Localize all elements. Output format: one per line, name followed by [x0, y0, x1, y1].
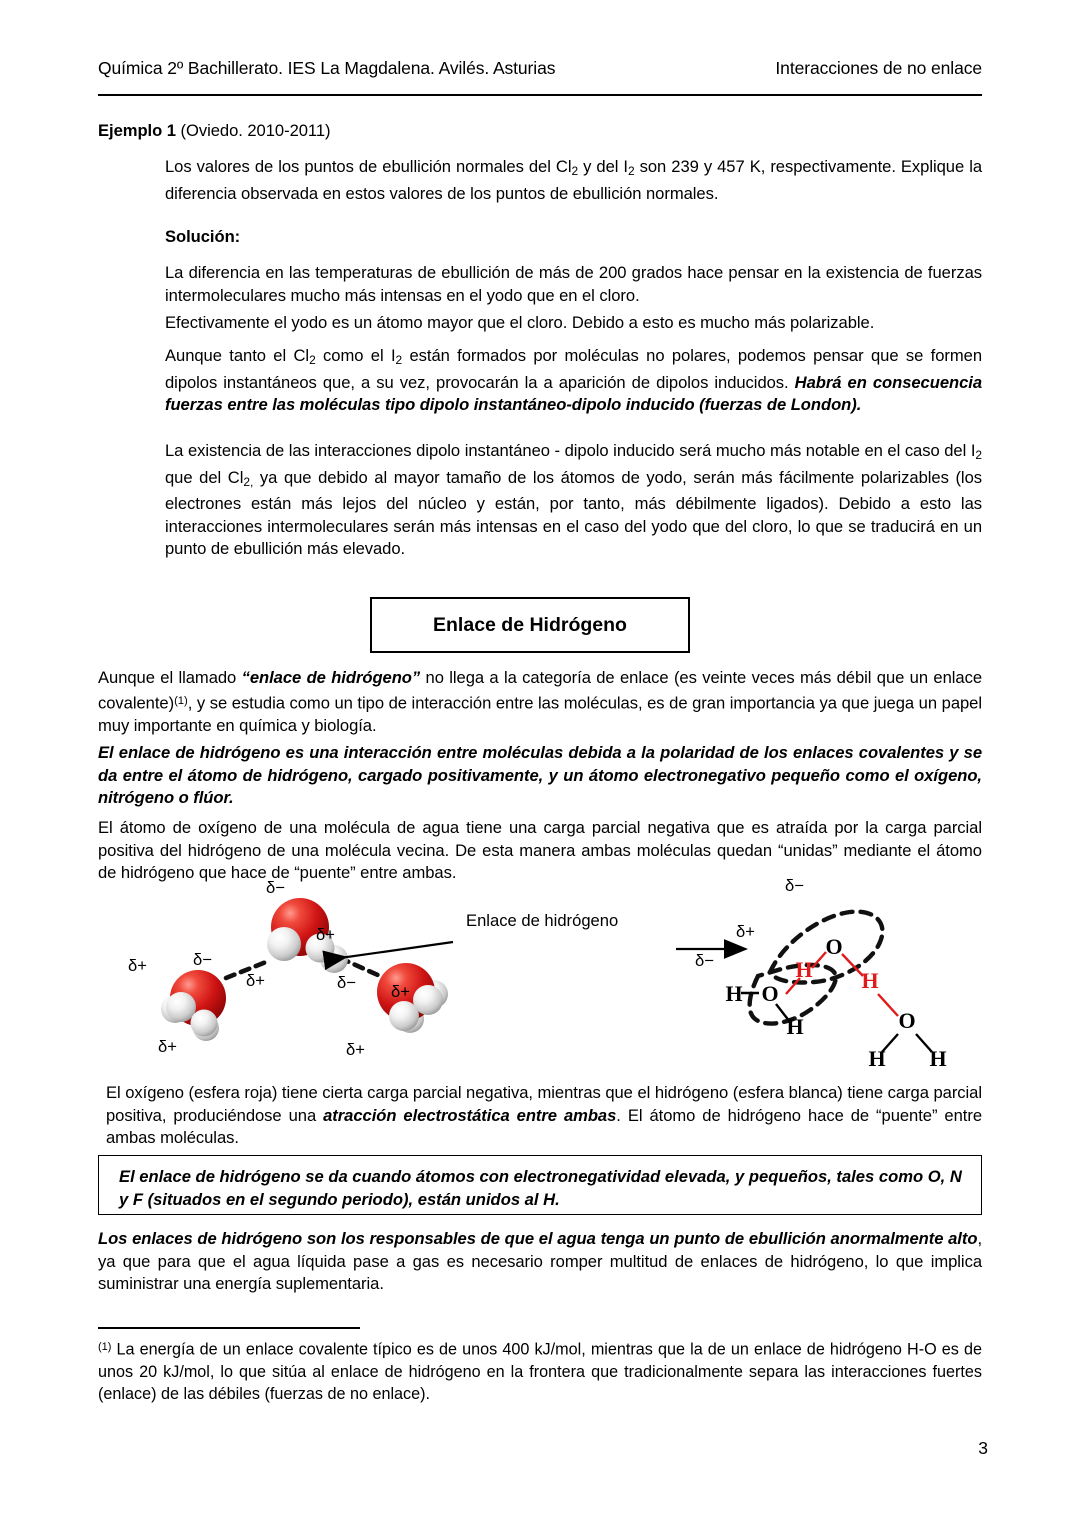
- water-molecule-right: [377, 963, 448, 1033]
- atom-h-left: H: [725, 981, 743, 1006]
- caption-part-2: . El átomo de hidrógeno hace de “puente” entre ambas moléculas.: [106, 1105, 982, 1148]
- charge-label-delta-minus: δ−: [695, 951, 714, 970]
- hydrogen-bond-callout-label: Enlace de hidrógeno: [466, 911, 619, 930]
- section-title-box: [370, 597, 690, 653]
- footnote-divider: [98, 1327, 360, 1329]
- statement-part-3: son 239 y 457 K, respectivamente. Explique la diferencia observada en estos valores de los puntos de ebullición normales.: [165, 157, 983, 203]
- charge-label-delta-minus: δ−: [337, 973, 356, 992]
- intro-part-2: no llega a la categoría de enlace (es veinte veces más débil que un enlace covalente): [98, 668, 983, 713]
- charge-label-delta-plus: δ+: [158, 1037, 177, 1056]
- example-label: Ejemplo 1: [98, 121, 176, 140]
- page-header: [98, 58, 982, 79]
- red-bond-lower: [878, 994, 898, 1016]
- final-emphasis: Los enlaces de hidrógeno son los responsables de que el agua tenga un punto de ebullición anormalmente alto: [98, 1229, 978, 1248]
- intro-part-1: Aunque el llamado: [98, 668, 242, 687]
- subscript-cl2: 2: [571, 163, 579, 178]
- intro-emphasis: “enlace de hidrógeno”: [241, 668, 421, 687]
- subscript-i2: 2: [628, 163, 635, 178]
- p4-part-1: La existencia de las interacciones dipolo instantáneo - dipolo inducido será mucho más notable en el caso del I: [165, 441, 976, 460]
- p3-part-1: Aunque tanto el Cl: [165, 346, 310, 365]
- water-molecule-left: [161, 970, 226, 1041]
- charge-label-delta-plus: δ+: [736, 922, 755, 941]
- atom-o-left: O: [761, 981, 779, 1006]
- example-source: (Oviedo. 2010-2011): [180, 121, 331, 140]
- subscript-i2-c: 2: [975, 447, 982, 462]
- p3-part-3: están formados por moléculas no polares, podemos pensar que se formen dipolos instantáneos que, a su vez, provocarán la a aparición de dipolos inducidos.: [165, 346, 982, 392]
- figure-svg: [98, 876, 982, 1072]
- p4-part-2: que del Cl: [165, 467, 244, 487]
- charge-label-delta-minus: δ−: [785, 876, 804, 895]
- p4-part-3: ya que debido al mayor tamaño de los átomos de yodo, serán más fácilmente polarizables (los electrones están más lejos del núcleo y están, por tanto, más débilmente ligados). Debido a esto las interacciones intermoleculares serán más intensas en el caso del yodo que del cloro, lo que se traducirá en un punto de ebullición más elevado.: [165, 467, 982, 559]
- final-rest: , ya que para que el agua líquida pase a gas es necesario romper multitud de enlaces de hidrógeno, lo que implica suministrar una energía suplementaria.: [98, 1229, 982, 1294]
- p3-part-2: como el I: [315, 346, 396, 365]
- example-heading: [98, 120, 982, 143]
- solution-paragraph-4: [165, 440, 982, 561]
- hydrogen-sphere: [191, 1010, 218, 1037]
- lewis-hydrogen-bond-diagram: [676, 912, 947, 1071]
- footnote-marker: (1): [98, 1341, 112, 1353]
- p3-emphasis: Habrá en consecuencia fuerzas entre las moléculas tipo dipolo instantáneo-dipolo inducido (fuerzas de London).: [165, 372, 982, 415]
- statement-part-1: Los valores de los puntos de ebullición normales del Cl: [165, 157, 572, 176]
- caption-emphasis: atracción electrostática entre ambas: [323, 1105, 617, 1125]
- atom-o-center: O: [825, 934, 843, 959]
- charge-label-delta-minus: δ−: [193, 950, 212, 969]
- charge-label-delta-plus: δ+: [246, 971, 265, 990]
- intro-part-3: , y se estudia como un tipo de interacción entre las moléculas, es de gran importancia ya que juega un papel muy importante en química y biología.: [98, 693, 982, 735]
- solution-paragraph-3: [165, 345, 982, 417]
- section-title-text: Enlace de Hidrógeno: [433, 613, 627, 636]
- header-course-title: Química 2º Bachillerato. IES La Magdalena. Avilés. Asturias: [98, 58, 556, 78]
- page-number: 3: [978, 1438, 988, 1458]
- charge-label-delta-plus: δ+: [128, 956, 147, 975]
- atom-h-bridge-red-2: H: [861, 968, 879, 993]
- example-statement: [165, 156, 982, 205]
- atom-h-lower-right: H: [929, 1046, 947, 1071]
- header-divider: [98, 94, 982, 96]
- atom-o-lower: O: [898, 1008, 916, 1033]
- atom-h-lower-left: H: [868, 1046, 886, 1071]
- charge-label-delta-plus: δ+: [391, 982, 410, 1001]
- footnote-text: La energía de un enlace covalente típico es de unos 400 kJ/mol, mientras que la de un enlace de hidrógeno H-O es de unos 20 kJ/mol, lo que sitúa al enlace de hidrógeno en la frontera que tradicionalmente separa las interacciones fuertes (enlace) de las débiles (fuerzas de no enlace).: [98, 1340, 982, 1404]
- subscript-cl2-c: 2,: [243, 474, 254, 489]
- section-intro-paragraph: [98, 667, 982, 738]
- charge-label-delta-plus: δ+: [346, 1040, 365, 1059]
- solution-heading: Solución:: [165, 227, 241, 246]
- footnote: [98, 1336, 982, 1406]
- hydrogen-sphere: [389, 1001, 419, 1031]
- figure-caption-paragraph: [106, 1082, 982, 1150]
- caption-part-1: El oxígeno (esfera roja) tiene cierta carga parcial negativa, mientras que el hidrógeno (esfera blanca) tiene carga parcial positiva, produciéndose una: [106, 1083, 982, 1125]
- statement-part-2: y del I: [578, 157, 628, 176]
- oxygen-explanation-paragraph: El átomo de oxígeno de una molécula de agua tiene una carga parcial negativa que es atraída por la carga parcial positiva del hidrógeno de una molécula vecina. De esta manera ambas moléculas quedan “unidas” mediante el átomo de hidrógeno que hace de “puente” entre ambas.: [98, 818, 982, 883]
- subscript-cl2-b: 2: [309, 352, 316, 367]
- atom-h-left-lower: H: [786, 1014, 804, 1039]
- atom-h-bridge-red: H: [795, 957, 813, 982]
- header-section-title: Interacciones de no enlace: [775, 58, 982, 78]
- hydrogen-bond-figure: [98, 876, 982, 1072]
- solution-paragraph-1: La diferencia en las temperaturas de ebullición de más de 200 grados hace pensar en la existencia de fuerzas intermoleculares mucho más intensas en el yodo que en el cloro.: [165, 263, 982, 305]
- hydrogen-bond-definition: El enlace de hidrógeno es una interacción entre moléculas debida a la polaridad de los enlaces covalentes y se da entre el átomo de hidrógeno, cargado positivamente, y un átomo electronegativo pequeño como el oxígeno, nitrógeno o flúor.: [98, 743, 982, 808]
- subscript-i2-b: 2: [395, 352, 403, 367]
- hydrogen-bond-rule-box: [98, 1155, 982, 1215]
- charge-label-delta-plus: δ+: [316, 925, 335, 944]
- hydrogen-sphere: [267, 927, 301, 961]
- final-paragraph: [98, 1228, 982, 1296]
- solution-paragraph-2: Efectivamente el yodo es un átomo mayor que el cloro. Debido a esto es mucho más polarizable.: [165, 313, 875, 332]
- hydrogen-sphere: [166, 992, 196, 1022]
- charge-label-delta-minus: δ−: [266, 878, 285, 897]
- water-molecule-center: [267, 898, 348, 973]
- hydrogen-bond-rule-text: El enlace de hidrógeno se da cuando átomos con electronegatividad elevada, y pequeños, tales como O, N y F (situados en el segundo periodo), están unidos al H.: [119, 1167, 962, 1209]
- footnote-reference[interactable]: (1): [174, 694, 188, 707]
